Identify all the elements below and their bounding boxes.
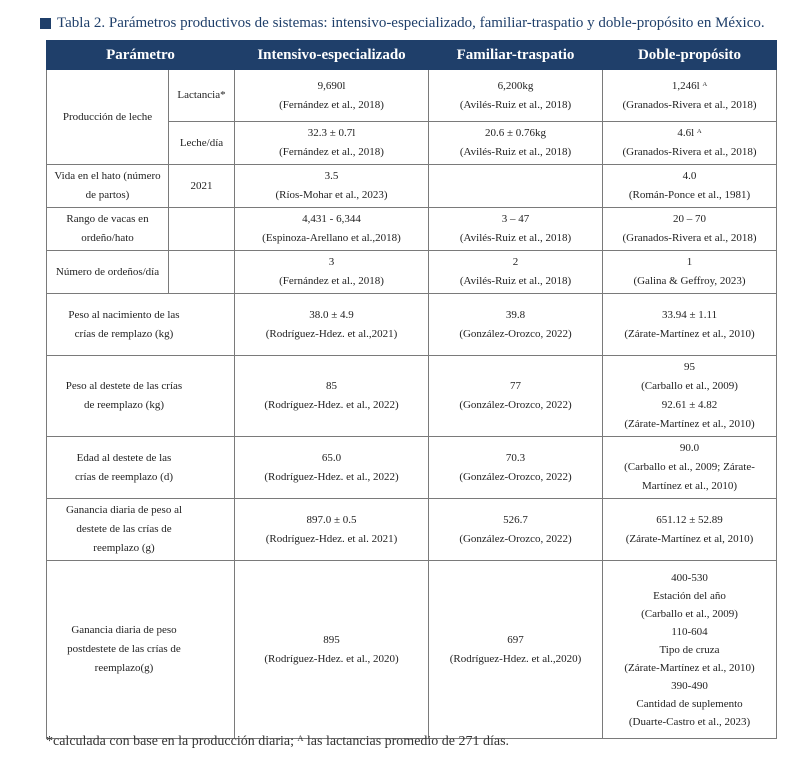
table-caption <box>40 12 765 34</box>
intensivo-cell: 4,431 - 6,344 (Espinoza-Arellano et al.,2018) <box>235 208 429 251</box>
table-row <box>47 499 777 561</box>
table-row <box>47 294 777 356</box>
sub-param-cell: Lactancia* <box>169 70 235 122</box>
sub-param-cell <box>169 251 235 294</box>
header-parametro: Parámetro <box>47 41 235 70</box>
doble-cell: 651.12 ± 52.89 (Zárate-Martínez et al, 2010) <box>603 499 777 561</box>
param-cell: Edad al destete de las crías de reemplazo (d) <box>47 437 235 499</box>
intensivo-cell: 3 (Fernández et al., 2018) <box>235 251 429 294</box>
sub-param-cell: 2021 <box>169 165 235 208</box>
table-row <box>47 561 777 739</box>
familiar-cell: 2 (Avilés-Ruiz et al., 2018) <box>429 251 603 294</box>
doble-cell: 4.6l ᴬ (Granados-Rivera et al., 2018) <box>603 122 777 165</box>
familiar-cell <box>429 165 603 208</box>
caption-square-icon <box>40 18 51 29</box>
param-cell: Ganancia diaria de peso postdestete de las crías de reemplazo(g) <box>47 561 235 739</box>
param-cell: Peso al destete de las crías de reemplazo (kg) <box>47 356 235 437</box>
doble-cell: 95 (Carballo et al., 2009) 92.61 ± 4.82 (Zárate-Martínez et al., 2010) <box>603 356 777 437</box>
param-cell: Vida en el hato (número de partos) <box>47 165 169 208</box>
intensivo-cell: 65.0 (Rodríguez-Hdez. et al., 2022) <box>235 437 429 499</box>
doble-cell: 1,246l ᴬ (Granados-Rivera et al., 2018) <box>603 70 777 122</box>
doble-cell: 20 – 70 (Granados-Rivera et al., 2018) <box>603 208 777 251</box>
doble-cell: 400-530 Estación del año (Carballo et al., 2009) 110-604 Tipo de cruza (Zárate-Martínez et al., 2010) 390-490 Cantidad de suplemento (Duarte-Castro et al., 2023) <box>603 561 777 739</box>
caption-label: Tabla 2. <box>57 14 106 31</box>
param-cell: Número de ordeños/día <box>47 251 169 294</box>
param-cell: Peso al nacimiento de las crías de remplazo (kg) <box>47 294 235 356</box>
intensivo-cell: 3.5 (Ríos-Mohar et al., 2023) <box>235 165 429 208</box>
header-intensivo: Intensivo-especializado <box>235 41 429 70</box>
intensivo-cell: 38.0 ± 4.9 (Rodríguez-Hdez. et al.,2021) <box>235 294 429 356</box>
doble-cell: 33.94 ± 1.11 (Zárate-Martínez et al., 2010) <box>603 294 777 356</box>
intensivo-cell: 895 (Rodríguez-Hdez. et al., 2020) <box>235 561 429 739</box>
param-cell: Producción de leche <box>47 70 169 165</box>
sub-param-cell: Leche/día <box>169 122 235 165</box>
table-row <box>47 437 777 499</box>
familiar-cell: 70.3 (González-Orozco, 2022) <box>429 437 603 499</box>
intensivo-cell: 85 (Rodríguez-Hdez. et al., 2022) <box>235 356 429 437</box>
caption-title: Parámetros productivos de sistemas: intensivo-especializado, familiar-traspatio y doble-propósito en México. <box>108 14 765 31</box>
familiar-cell: 697 (Rodríguez-Hdez. et al.,2020) <box>429 561 603 739</box>
table-row <box>47 70 777 122</box>
familiar-cell: 39.8 (González-Orozco, 2022) <box>429 294 603 356</box>
param-cell: Rango de vacas en ordeño/hato <box>47 208 169 251</box>
doble-cell: 4.0 (Román-Ponce et al., 1981) <box>603 165 777 208</box>
familiar-cell: 526.7 (González-Orozco, 2022) <box>429 499 603 561</box>
intensivo-cell: 897.0 ± 0.5 (Rodríguez-Hdez. et al. 2021) <box>235 499 429 561</box>
familiar-cell: 6,200kg (Avilés-Ruiz et al., 2018) <box>429 70 603 122</box>
table-row <box>47 356 777 437</box>
table-header-row <box>47 41 777 70</box>
doble-cell: 90.0 (Carballo et al., 2009; Zárate- Martínez et al., 2010) <box>603 437 777 499</box>
param-cell: Ganancia diaria de peso al destete de las crías de reemplazo (g) <box>47 499 235 561</box>
header-familiar: Familiar-traspatio <box>429 41 603 70</box>
doble-cell: 1 (Galina & Geffroy, 2023) <box>603 251 777 294</box>
table-footnote: *calculada con base en la producción diaria; ᴬ las lactancias promedio de 271 días. <box>46 734 510 749</box>
table-row <box>47 251 777 294</box>
header-doble: Doble-propósito <box>603 41 777 70</box>
table-row <box>47 208 777 251</box>
familiar-cell: 20.6 ± 0.76kg (Avilés-Ruiz et al., 2018) <box>429 122 603 165</box>
parameters-table <box>46 40 777 739</box>
table-row <box>47 165 777 208</box>
intensivo-cell: 32.3 ± 0.7l (Fernández et al., 2018) <box>235 122 429 165</box>
sub-param-cell <box>169 208 235 251</box>
familiar-cell: 3 – 47 (Avilés-Ruiz et al., 2018) <box>429 208 603 251</box>
familiar-cell: 77 (González-Orozco, 2022) <box>429 356 603 437</box>
intensivo-cell: 9,690l (Fernández et al., 2018) <box>235 70 429 122</box>
